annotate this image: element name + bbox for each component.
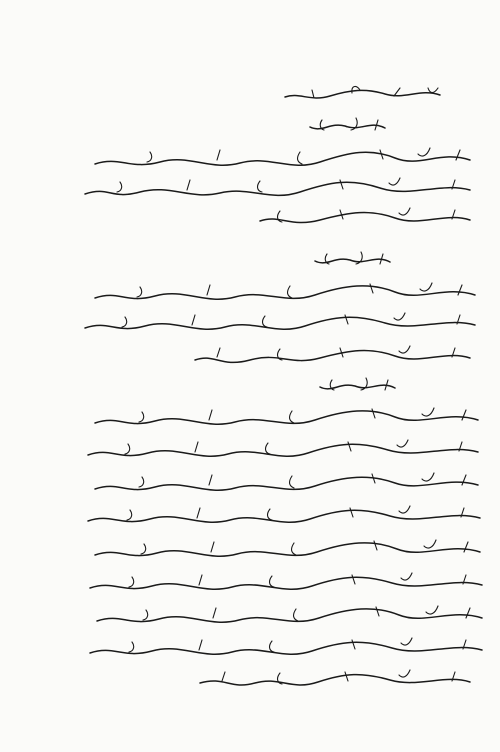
section-heading-3	[320, 378, 395, 390]
section-heading-1	[310, 118, 385, 130]
paragraph-3	[88, 408, 482, 685]
intro-line	[285, 86, 440, 98]
section-heading-2	[315, 252, 390, 264]
paragraph-2	[85, 283, 475, 362]
paragraph-1	[85, 148, 470, 223]
